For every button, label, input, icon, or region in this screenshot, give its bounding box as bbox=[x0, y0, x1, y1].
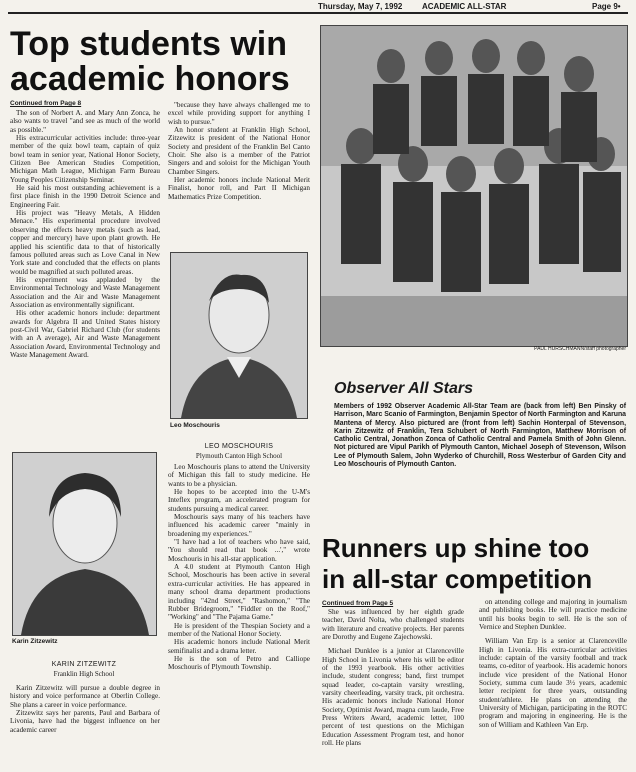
page-number: Page 9• bbox=[592, 2, 621, 11]
karin-name: KARIN ZITZEWITZ bbox=[51, 661, 117, 668]
paragraph: Leo Moschouris plans to attend the University of Michigan this fall to study medicine. He wants to be a physician. bbox=[168, 463, 310, 488]
paragraph: He said his most outstanding achievement is a first place finish in the 1990 Detroit Science and Engineering Fair. bbox=[10, 184, 160, 209]
paragraph: He hopes to be accepted into the U-M's Inteflex program, an accelerated program for students pursuing a medical career. bbox=[168, 488, 310, 513]
main-article-col2 bbox=[168, 101, 310, 246]
paragraph: Her academic honors include National Merit Finalist, honor roll, and Part II Michigan Mathematics Prize Competition. bbox=[168, 176, 310, 201]
main-article-col1 bbox=[10, 109, 160, 449]
paragraph: His experiment was applauded by the Environmental Technology and Waste Management Association and the Air and Waste Management Association as environmentally significant. bbox=[10, 275, 160, 309]
runners-headline-line1: Runners up shine too bbox=[322, 533, 590, 563]
karin-article bbox=[10, 684, 160, 770]
karin-school: Franklin High School bbox=[53, 670, 115, 678]
paragraph: Zitzewitz says her parents, Paul and Barbara of Livonia, have had the biggest influence on her academic career bbox=[10, 709, 160, 734]
runners-continued-line: Continued from Page 5 bbox=[322, 600, 394, 607]
main-headline-line2: academic honors bbox=[10, 60, 290, 98]
karin-photo-caption: Karin Zitzewitz bbox=[12, 638, 58, 645]
runners-headline-line2: in all-star competition bbox=[322, 564, 593, 594]
paragraph: His extracurricular activities include: three-year member of the quiz bowl team, captain of quiz bowl team in senior year, National Honor Society, Citizen Bee American Studies Competition, Michigan Math League, Michigan Farm Bureau Young Peoples Citizenship Seminar. bbox=[10, 134, 160, 184]
paragraph: on attending college and majoring in journalism and publishing books. He will practice medicine until his books begin to sell. He is the son of Vernice and Stephen Dunklee. bbox=[479, 598, 627, 632]
header-rule bbox=[8, 12, 628, 14]
leo-name: LEO MOSCHOURIS bbox=[204, 443, 274, 450]
paragraph: "I have had a lot of teachers who have said, 'You should read that book ...'," wrote Moschouris in his all-star application. bbox=[168, 538, 310, 563]
runners-col1 bbox=[322, 608, 464, 768]
paragraph: Michael Dunklee is a junior at Clarenceville High School in Livonia where his will be editor of the 1993 yearbook. His other activities include, student congress; band, first trumpet squad leader, co-captain varsity wrestling, varsity cheerleading, varsity track, pit orchestra. His academic honors include National Honor Society, Optimist Award, magna cum laude, Free Press Writers Award, academic letter, 100 percent of test questions on the Michigan Education Assessment Program test, and honor roll. He plans bbox=[322, 647, 464, 748]
paragraph: His project was "Heavy Metals, A Hidden Menace." His experimental procedure involved observing the effects heavy metals (such as lead, copper and mercury) have upon plant growth. He applied his scientific data to that of historically famous polluted areas such as Love Canal in New York state and concluded that the effects on plants would be magnified at such polluted areas. bbox=[10, 209, 160, 276]
leo-photo-caption: Leo Moschouris bbox=[170, 422, 220, 429]
all-stars-group-photo bbox=[320, 25, 628, 347]
runners-col2 bbox=[479, 598, 627, 768]
paragraph: Karin Zitzewitz will pursue a double degree in history and voice performance at Oberlin College. She plans a career in voice performance. bbox=[10, 684, 160, 709]
paragraph: His academic honors include National Merit semifinalist and a drama letter. bbox=[168, 638, 310, 655]
paragraph: The son of Norbert A. and Mary Ann Zonca, he also wants to travel "and see as much of the world as possible." bbox=[10, 109, 160, 134]
paragraph: He is the son of Petro and Calliope Moschouris of Plymouth Township. bbox=[168, 654, 310, 672]
leo-moschouris-photo bbox=[170, 252, 308, 419]
paragraph: "because they have always challenged me to excel while providing support for anything I wish to pursue." bbox=[168, 101, 310, 126]
paragraph: Moschouris says many of his teachers have influenced his academic career "mainly in broadening my experiences." bbox=[168, 513, 310, 538]
section-name: ACADEMIC ALL-STAR bbox=[422, 2, 507, 11]
issue-date: Thursday, May 7, 1992 bbox=[318, 2, 403, 11]
main-headline-line1: Top students win bbox=[10, 25, 288, 63]
paragraph: His other academic honors include: department awards for Algebra II and United States history post-Civil War, Gabriel Richard Club (for students with an A average), Air and Waste Management Association Award, Environmental Technology and Waste Management Award. bbox=[10, 309, 160, 359]
continued-line: Continued from Page 8 bbox=[10, 100, 82, 107]
paragraph: William Van Erp is a senior at Clarenceville High in Livonia. His extra-curricular activities include: captain of the varsity football and track teams, co-editor of yearbook. His academic honors include vice president of the National Honor Society, summa cum laude 3½ years, academic letter recipient for three years, outstanding student/athlete. He plans on attending the University of Michigan, participating in the ROTC program and majoring in engineering. He is the son of William and Kathleen Van Erp. bbox=[479, 637, 627, 729]
leo-article bbox=[168, 463, 310, 763]
paragraph: An honor student at Franklin High School, Zitzewitz is president of the National Honor Society and president of the Franklin Bel Canto Choir. She also is a member of the Patriot Singers and and soloist for the Michigan Youth Chamber Singers. bbox=[168, 126, 310, 176]
karin-zitzewitz-photo bbox=[12, 452, 157, 636]
paragraph: He is president of the Thespian Society and a member of the National Honor Society. bbox=[168, 621, 310, 638]
photo-credit: PAUL HURSCHMANN/staff photographer bbox=[534, 346, 626, 352]
paragraph: A 4.0 student at Plymouth Canton High School, Moschouris has been active in several extra-curricular activities. He has appeared in many school drama department productions including "42nd Street," "Rashomon," "The Rubber Bridegroom," "Fiddler on the Roof," "Working" and "The Pajama Game." bbox=[168, 563, 310, 622]
all-stars-title: Observer All Stars bbox=[334, 380, 474, 397]
all-stars-caption: Members of 1992 Observer Academic All-Star Team are (back from left) Ben Pinsky of Harrison, Marc Scanio of Farmington, Benjamin Spector of North Farmington and Karuna Mantena of Mercy. Also pictured are (front from left) Sachin Honterpal of Stevenson, Karin Zitzewitz of Franklin, Tera Schubert of North Farmington, Matthew Morrison of Catholic Central, Jonathon Zonca of Catholic Central and Pamela Smith of John Glenn. Not pictured are Vipul Parikh of Plymouth Canton, Michael Joseph of Stevenson, Wilson Lee of Plymouth Salem, John Wyderko of Churchill, Ross Westerbur of Garden City and Leo Moschouris of Plymouth Canton. bbox=[334, 403, 626, 469]
paragraph: She was influenced by her eighth grade teacher, David Nolta, who challenged students with literature and creative projects. Her parents are Dorothy and Eugene Zajechowski. bbox=[322, 608, 464, 642]
leo-school: Plymouth Canton High School bbox=[195, 452, 283, 460]
